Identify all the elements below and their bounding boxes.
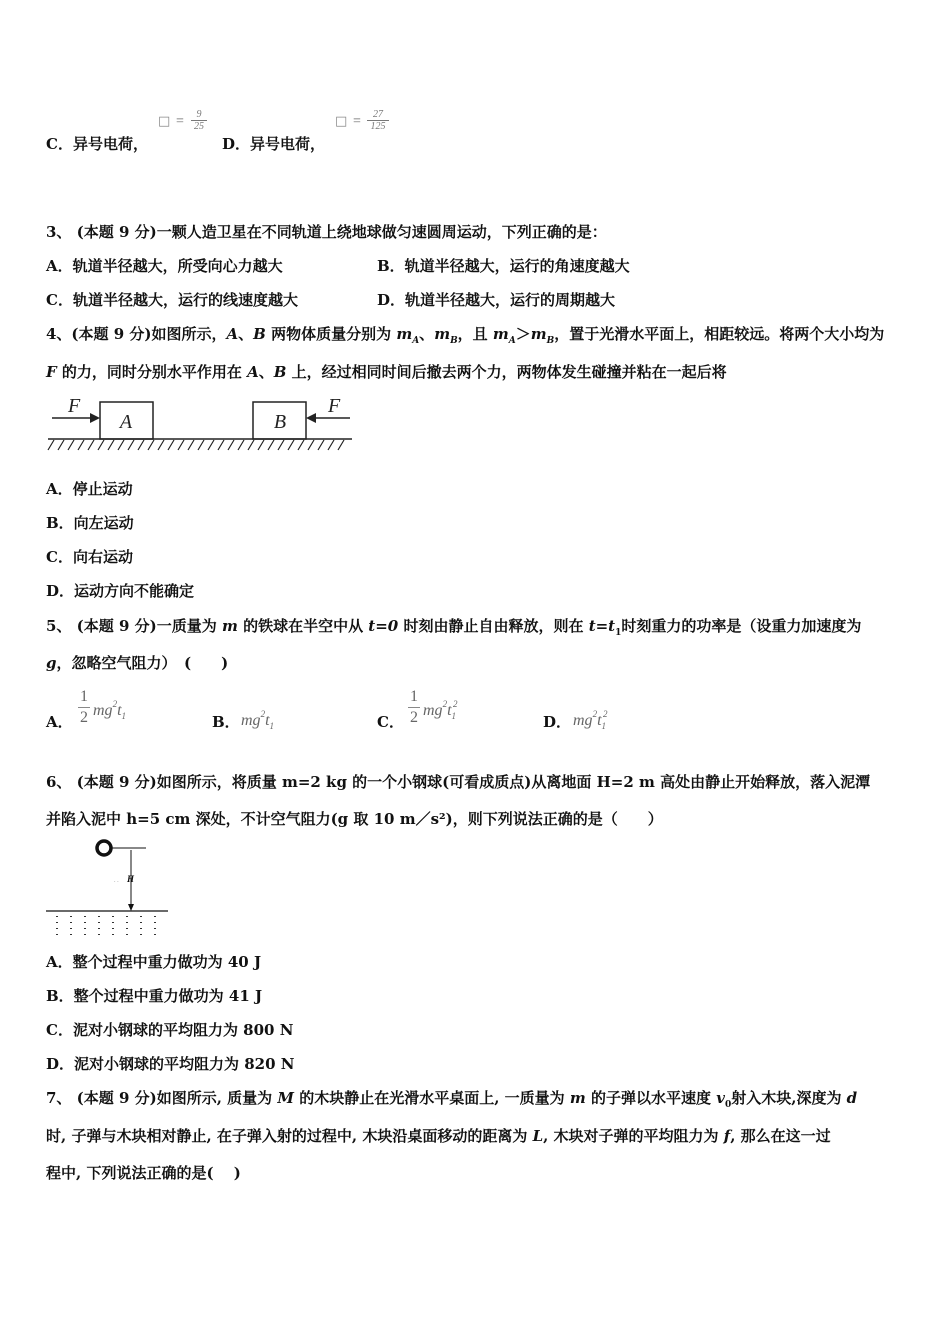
q5-stem-text: 的铁球在半空中从 [237,617,369,635]
q2-option-d-denominator: 125 [367,120,389,132]
q4-sep: 、 [419,325,435,343]
q5-expr-sub: 1 [121,711,127,722]
q5-expr-t: t [597,712,602,729]
q4-sep: 、 [238,325,254,343]
q5-stem-text: ，忽略空气阻力） ( ) [56,654,229,672]
q4-stem-text: 的力，同时分别水平作用在 [56,363,248,381]
q5-expr-t: t [447,702,452,719]
q4-var-a: A [247,363,259,381]
q4-mass-b-sub: B [546,336,555,346]
q5-expr-sub: 1 [269,721,275,732]
q5-option-b-expr [241,709,274,731]
q4-var-a: A [226,325,239,343]
q5-option-a-denominator: 2 [80,709,88,726]
q4-mass-a-sub: A [508,336,516,346]
q2-option-c[interactable] [46,134,148,154]
q4-var-b: B [253,325,266,343]
q4-figure-block-a-label: A [119,411,133,433]
q5-expr-sub: 1 [451,711,457,722]
q2-option-c-equals: = [176,114,184,129]
q7-stem-text: 7、 (本题 9 分)如图所示, 质量为 [46,1089,278,1107]
q3-stem: 3、 (本题 9 分)一颗人造卫星在不同轨道上绕地球做匀速圆周运动，下列正确的是： [46,223,607,241]
q4-gt: ＞ [515,325,531,343]
q7-stem-text: 时, 子弹与木块相对静止, 在子弹入射的过程中, 木块沿桌面移动的距离为 [46,1127,533,1145]
missing-glyph-icon: □ [158,114,171,129]
q2-option-c-fraction [191,109,207,132]
height-arrow-head-icon [128,904,134,911]
q4-stem-text: ，且 [457,325,493,343]
q2-option-d-label: D．异号电荷， [222,135,326,153]
q4-figure-f-left: F [68,395,81,417]
steel-ball-icon [97,841,111,855]
q7-var-big-m: M [277,1089,295,1107]
q6-figure [44,836,170,940]
q4-var-b: B [273,363,287,381]
q7-stem-text: 射入木块,深度为 [731,1089,847,1107]
q6-option-d[interactable]: D．泥对小钢球的平均阻力为 820 N [46,1055,295,1073]
q4-var-f: F [46,363,57,381]
q5-expr-mg: mg [573,712,593,729]
q2-option-d-equals: = [353,114,361,129]
q5-expr-exp: 2 [592,709,598,719]
q6-figure-dots: . . [114,878,119,884]
q5-option-c[interactable] [377,712,404,732]
q7-var-v-sub: 0 [724,1100,732,1110]
q5-var-m: m [221,617,238,635]
q4-figure [46,394,356,456]
q5-var-t0: t=0 [368,617,399,635]
q2-option-c-numerator: 9 [196,109,202,120]
q5-option-d[interactable] [543,712,571,732]
q6-stem-line2: 并陷入泥中 h=5 cm 深处，不计空气阻力(g 取 10 m／s²)，则下列说法正确的是（ ） [46,810,663,828]
q5-stem-line1 [46,616,861,643]
q4-mass-b: m [530,325,547,343]
q4-option-c[interactable]: C．向右运动 [46,548,133,566]
mud-dots [56,916,156,935]
q4-stem-text: 4、(本题 9 分)如图所示， [46,325,227,343]
q5-option-a-expr [93,699,126,721]
q7-var-l: L [532,1127,544,1145]
q4-figure-f-right: F [328,395,341,417]
q5-var-t1-sub: 1 [615,628,622,638]
q4-stem-text: 两物体质量分别为 [265,325,397,343]
q5-option-c-label: C． [377,713,404,731]
q5-option-c-numerator: 1 [410,688,418,705]
q5-stem-text: 5、 (本题 9 分)一质量为 [46,617,222,635]
q6-figure-h-label: H [127,874,135,884]
q7-stem-line1 [46,1088,857,1115]
q5-option-c-expr [423,699,458,721]
q5-expr-exp: 2 [442,699,448,709]
q5-stem-text: 时刻重力的功率是（设重力加速度为 [621,617,862,635]
q7-stem-text: 的木块静止在光滑水平桌面上, 一质量为 [294,1089,570,1107]
q4-mass-b: m [434,325,451,343]
q4-stem-text: ，置于光滑水平面上，相距较远。将两个大小均为 [554,325,885,343]
q5-expr-exp: 2 [453,699,458,709]
q4-mass-a-sub: A [412,336,420,346]
q6-option-c[interactable]: C．泥对小钢球的平均阻力为 800 N [46,1021,294,1039]
q5-option-a[interactable] [46,712,73,732]
q4-stem-line2 [46,362,727,382]
q7-stem-text: , 那么在这一过 [730,1127,831,1145]
q5-expr-exp: 2 [603,709,608,719]
q5-option-a-numerator: 1 [80,688,88,705]
q5-var-t1: t=t [588,617,616,635]
q2-option-c-denominator: 25 [191,120,207,132]
q4-option-d[interactable]: D．运动方向不能确定 [46,582,195,600]
q4-stem-line1 [46,324,884,351]
q5-option-c-denominator: 2 [410,709,418,726]
q4-stem-text: 上，经过相同时间后撤去两个力，两物体发生碰撞并粘在一起后将 [286,363,727,381]
q7-stem-text: 的子弹以水平速度 [585,1089,717,1107]
q7-var-m: m [569,1089,586,1107]
q5-expr-t: t [265,712,270,729]
q6-option-b[interactable]: B．整个过程中重力做功为 41 J [46,987,263,1005]
q5-expr-mg: mg [93,702,113,719]
q4-mass-a: m [492,325,509,343]
q3-option-c[interactable]: C．轨道半径越大，运行的线速度越大 [46,291,298,309]
q7-var-d: d [846,1089,858,1107]
q4-sep: 、 [258,363,274,381]
q5-var-g: g [46,654,57,672]
q5-expr-sub: 1 [601,721,607,732]
q4-mass-a: m [396,325,413,343]
q4-option-a[interactable]: A．停止运动 [46,480,133,498]
q2-option-d-numerator: 27 [373,109,383,120]
q2-option-c-label: C．异号电荷， [46,135,148,153]
q3-option-d[interactable]: D．轨道半径越大，运行的周期越大 [377,291,616,309]
q5-option-a-fraction [78,688,90,727]
q5-expr-t: t [117,702,122,719]
q5-option-c-fraction [408,688,420,727]
q5-option-d-label: D． [543,713,572,731]
q5-option-b-label: B． [212,713,240,731]
q6-stem-line1: 6、 (本题 9 分)如图所示，将质量 m=2 kg 的一个小钢球(可看成质点)从离地面 H=2 m 高处由静止开始释放，落入泥潭 [46,773,871,791]
q2-option-d-fraction [367,109,389,132]
q5-option-a-label: A． [46,713,73,731]
q5-option-d-expr [573,709,608,731]
ground-hatching [48,440,344,450]
missing-glyph-icon: □ [335,114,348,129]
q7-var-f: f [723,1127,731,1145]
q7-var-v: v [716,1089,725,1107]
q3-option-b[interactable]: B．轨道半径越大，运行的角速度越大 [377,257,630,275]
q2-option-d[interactable] [222,134,325,154]
q6-option-a[interactable]: A．整个过程中重力做功为 40 J [46,953,262,971]
q4-mass-b-sub: B [450,336,458,346]
q7-stem-text: , 木块对子弹的平均阻力为 [543,1127,724,1145]
q5-stem-line2 [46,653,228,673]
q4-option-b[interactable]: B．向左运动 [46,514,134,532]
q5-option-b[interactable] [212,712,240,732]
q5-stem-text: 时刻由静止自由释放，则在 [398,617,589,635]
q5-expr-exp: 2 [112,699,118,709]
q7-stem-line3: 程中, 下列说法正确的是( ) [46,1164,241,1182]
q4-figure-block-b-label: B [273,411,287,433]
q3-option-a[interactable]: A．轨道半径越大，所受向心力越大 [46,257,283,275]
q5-expr-exp: 2 [260,709,266,719]
q5-expr-mg: mg [423,702,443,719]
q5-expr-mg: mg [241,712,261,729]
q7-stem-line2 [46,1126,831,1146]
